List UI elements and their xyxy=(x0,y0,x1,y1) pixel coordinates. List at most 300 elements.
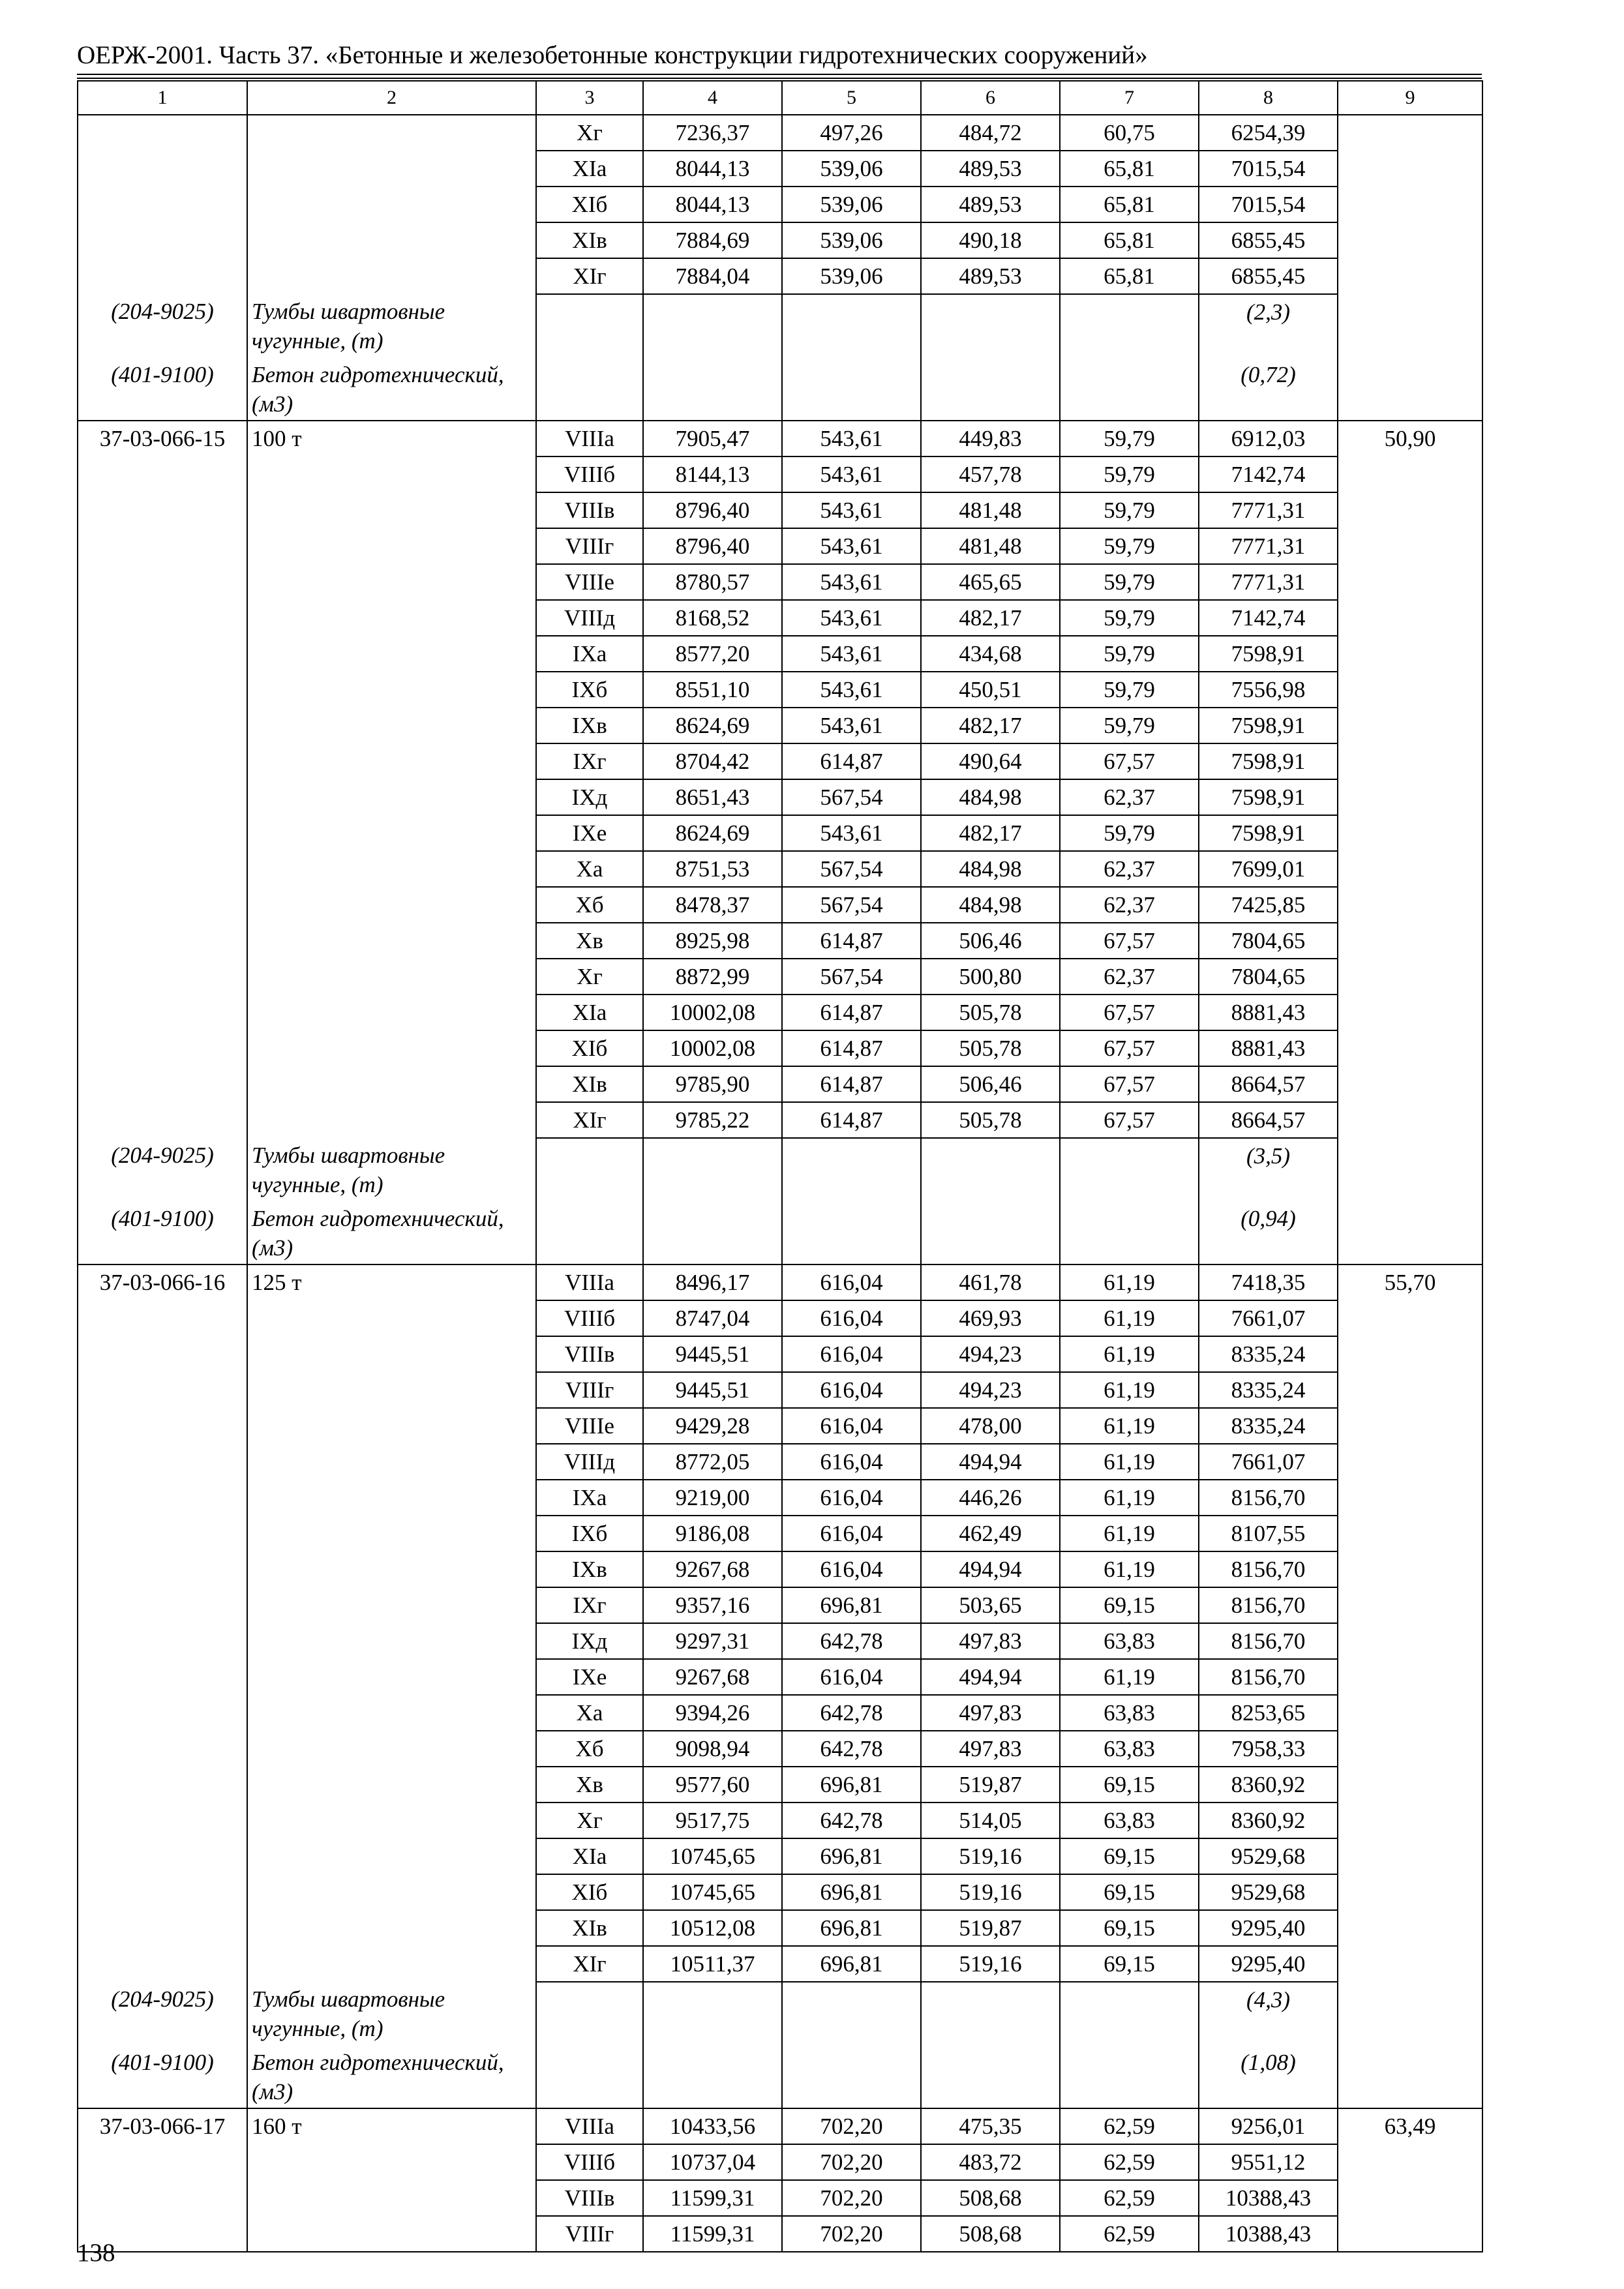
table-cell-zone: IXб xyxy=(536,1516,643,1551)
table-cell-empty xyxy=(536,357,643,421)
table-cell-name xyxy=(247,815,536,851)
table-cell-code xyxy=(78,1480,247,1516)
table-cell-name xyxy=(247,222,536,258)
table-cell-value: 696,81 xyxy=(782,1946,921,1982)
table-cell-empty xyxy=(643,1201,782,1264)
table-cell-empty xyxy=(536,2045,643,2108)
table-cell-zone: XIв xyxy=(536,1910,643,1946)
table-cell-value: 9098,94 xyxy=(643,1731,782,1767)
table-cell-empty xyxy=(536,294,643,357)
table-row xyxy=(78,1587,1482,1623)
table-cell-value: 434,68 xyxy=(921,636,1060,672)
table-cell-zone: XIа xyxy=(536,151,643,187)
table-cell-value: 10388,43 xyxy=(1199,2216,1338,2252)
table-cell-empty xyxy=(643,357,782,421)
table-cell-value: 67,57 xyxy=(1060,1030,1199,1066)
table-cell-value: 61,19 xyxy=(1060,1372,1199,1408)
table-cell-name: 100 т xyxy=(247,421,536,456)
column-number: 2 xyxy=(247,81,536,115)
table-cell-col9 xyxy=(1338,779,1482,815)
table-cell-zone: VIIIв xyxy=(536,492,643,528)
table-cell-col9 xyxy=(1338,564,1482,600)
price-table xyxy=(77,80,1483,2252)
table-cell-col9 xyxy=(1338,1587,1482,1623)
table-cell-value: 7905,47 xyxy=(643,421,782,456)
resource-name: Бетон гидротехнический, (м3) xyxy=(247,357,536,421)
table-cell-code xyxy=(78,1623,247,1659)
table-cell-value: 642,78 xyxy=(782,1623,921,1659)
table-cell-value: 62,59 xyxy=(1060,2108,1199,2144)
table-cell-value: 9429,28 xyxy=(643,1408,782,1444)
table-cell-value: 543,61 xyxy=(782,600,921,636)
table-cell-col9 xyxy=(1338,1838,1482,1874)
table-cell-name xyxy=(247,1659,536,1695)
resource-value: (0,72) xyxy=(1199,357,1338,421)
table-cell-name xyxy=(247,1623,536,1659)
table-row xyxy=(78,1480,1482,1516)
table-cell-value: 494,94 xyxy=(921,1659,1060,1695)
page-header: ОЕРЖ-2001. Часть 37. «Бетонные и железобетонные конструкции гидротехнических сооружений» xyxy=(77,41,1148,69)
table-cell-name xyxy=(247,2216,536,2252)
table-cell-zone: VIIIг xyxy=(536,1372,643,1408)
table-cell-empty xyxy=(643,294,782,357)
table-cell-name xyxy=(247,851,536,887)
table-cell-empty xyxy=(536,1201,643,1264)
table-cell-value: 490,18 xyxy=(921,222,1060,258)
table-row xyxy=(78,851,1482,887)
table-cell-code: 37-03-066-16 xyxy=(78,1264,247,1300)
table-cell-code xyxy=(78,1066,247,1102)
table-cell-name xyxy=(247,1551,536,1587)
table-row xyxy=(78,1336,1482,1372)
table-cell-col9 xyxy=(1338,1102,1482,1138)
table-cell-code xyxy=(78,887,247,923)
table-cell-code: 37-03-066-17 xyxy=(78,2108,247,2144)
table-cell-zone: VIIIв xyxy=(536,2180,643,2216)
table-cell-value: 567,54 xyxy=(782,779,921,815)
table-cell-name xyxy=(247,1910,536,1946)
table-cell-value: 614,87 xyxy=(782,743,921,779)
table-cell-zone: VIIIд xyxy=(536,600,643,636)
table-cell-value: 9256,01 xyxy=(1199,2108,1338,2144)
resource-code: (401-9100) xyxy=(78,2045,247,2108)
table-cell-value: 482,17 xyxy=(921,708,1060,743)
table-cell-col9 xyxy=(1338,600,1482,636)
table-cell-value: 702,20 xyxy=(782,2216,921,2252)
table-cell-value: 616,04 xyxy=(782,1408,921,1444)
table-row xyxy=(78,1803,1482,1838)
table-cell-zone: Xб xyxy=(536,887,643,923)
table-cell-code xyxy=(78,1102,247,1138)
table-cell-col9 xyxy=(1338,528,1482,564)
table-cell-value: 63,83 xyxy=(1060,1731,1199,1767)
table-cell-value: 8496,17 xyxy=(643,1264,782,1300)
table-row xyxy=(78,1264,1482,1300)
table-cell-value: 9785,22 xyxy=(643,1102,782,1138)
table-cell-value: 7699,01 xyxy=(1199,851,1338,887)
table-cell-value: 63,83 xyxy=(1060,1623,1199,1659)
table-cell-value: 59,79 xyxy=(1060,456,1199,492)
table-cell-value: 9267,68 xyxy=(643,1659,782,1695)
table-cell-code xyxy=(78,1372,247,1408)
table-cell-value: 59,79 xyxy=(1060,492,1199,528)
table-cell-value: 614,87 xyxy=(782,995,921,1030)
table-cell-zone: IXб xyxy=(536,672,643,708)
table-cell-code xyxy=(78,1300,247,1336)
table-cell-code xyxy=(78,672,247,708)
table-cell-zone: VIIIа xyxy=(536,2108,643,2144)
table-cell-value: 543,61 xyxy=(782,528,921,564)
table-cell-empty xyxy=(1060,1201,1199,1264)
table-cell-code xyxy=(78,600,247,636)
table-cell-code xyxy=(78,851,247,887)
table-cell-col9: 63,49 xyxy=(1338,2108,1482,2144)
table-cell-value: 8664,57 xyxy=(1199,1066,1338,1102)
table-row xyxy=(78,222,1482,258)
table-cell-value: 8664,57 xyxy=(1199,1102,1338,1138)
table-cell-value: 59,79 xyxy=(1060,528,1199,564)
table-cell-value: 8107,55 xyxy=(1199,1516,1338,1551)
table-cell-value: 484,98 xyxy=(921,887,1060,923)
table-cell-value: 702,20 xyxy=(782,2108,921,2144)
resource-code: (401-9100) xyxy=(78,357,247,421)
table-cell-value: 67,57 xyxy=(1060,923,1199,959)
table-cell-value: 508,68 xyxy=(921,2216,1060,2252)
resource-value: (0,94) xyxy=(1199,1201,1338,1264)
table-row xyxy=(78,2108,1482,2144)
table-cell-value: 61,19 xyxy=(1060,1444,1199,1480)
resource-value: (3,5) xyxy=(1199,1138,1338,1201)
table-cell-value: 67,57 xyxy=(1060,743,1199,779)
table-cell-value: 7804,65 xyxy=(1199,959,1338,995)
table-cell-value: 8651,43 xyxy=(643,779,782,815)
table-cell-code xyxy=(78,1444,247,1480)
table-cell-value: 10388,43 xyxy=(1199,2180,1338,2216)
table-cell-value: 11599,31 xyxy=(643,2216,782,2252)
table-cell-col9 xyxy=(1338,995,1482,1030)
table-cell-value: 8872,99 xyxy=(643,959,782,995)
table-cell-zone: VIIIе xyxy=(536,564,643,600)
table-cell-value: 446,26 xyxy=(921,1480,1060,1516)
table-cell-value: 8780,57 xyxy=(643,564,782,600)
table-cell-code xyxy=(78,1838,247,1874)
table-cell-value: 7884,04 xyxy=(643,258,782,294)
table-row xyxy=(78,2180,1482,2216)
table-cell-code xyxy=(78,1695,247,1731)
table-cell-value: 8796,40 xyxy=(643,528,782,564)
table-cell-value: 514,05 xyxy=(921,1803,1060,1838)
table-cell-value: 9529,68 xyxy=(1199,1874,1338,1910)
table-row xyxy=(78,1874,1482,1910)
table-cell-empty xyxy=(782,357,921,421)
table-cell-value: 61,19 xyxy=(1060,1408,1199,1444)
table-row xyxy=(78,1838,1482,1874)
table-cell-code xyxy=(78,1587,247,1623)
table-cell-value: 65,81 xyxy=(1060,151,1199,187)
table-cell-zone: XIв xyxy=(536,222,643,258)
table-cell-value: 7598,91 xyxy=(1199,743,1338,779)
table-cell-code xyxy=(78,564,247,600)
table-cell-value: 59,79 xyxy=(1060,815,1199,851)
table-cell-value: 543,61 xyxy=(782,492,921,528)
table-cell-name xyxy=(247,1587,536,1623)
table-cell-value: 8551,10 xyxy=(643,672,782,708)
table-cell-value: 642,78 xyxy=(782,1731,921,1767)
resource-row xyxy=(78,1201,1482,1264)
table-row xyxy=(78,600,1482,636)
table-cell-value: 10737,04 xyxy=(643,2144,782,2180)
table-cell-value: 65,81 xyxy=(1060,222,1199,258)
table-cell-value: 543,61 xyxy=(782,456,921,492)
table-cell-value: 614,87 xyxy=(782,1066,921,1102)
table-cell-zone: XIб xyxy=(536,1874,643,1910)
table-cell-value: 6855,45 xyxy=(1199,258,1338,294)
table-cell-name xyxy=(247,492,536,528)
table-cell-empty xyxy=(782,1982,921,2045)
table-cell-value: 539,06 xyxy=(782,187,921,222)
table-cell-code xyxy=(78,959,247,995)
table-cell-zone: IXе xyxy=(536,815,643,851)
table-cell-code xyxy=(78,151,247,187)
table-cell-value: 7425,85 xyxy=(1199,887,1338,923)
table-cell-code xyxy=(78,1408,247,1444)
table-cell-value: 539,06 xyxy=(782,222,921,258)
table-cell-value: 616,04 xyxy=(782,1264,921,1300)
table-cell-col9 xyxy=(1338,151,1482,187)
table-cell-value: 9295,40 xyxy=(1199,1910,1338,1946)
table-cell-name xyxy=(247,1803,536,1838)
table-cell-value: 59,79 xyxy=(1060,600,1199,636)
resource-row xyxy=(78,2045,1482,2108)
table-cell-value: 61,19 xyxy=(1060,1264,1199,1300)
table-row xyxy=(78,1695,1482,1731)
table-cell-zone: XIв xyxy=(536,1066,643,1102)
table-cell-code xyxy=(78,743,247,779)
table-cell-code xyxy=(78,2144,247,2180)
table-cell-col9 xyxy=(1338,1372,1482,1408)
table-cell-value: 8751,53 xyxy=(643,851,782,887)
table-cell-value: 62,59 xyxy=(1060,2144,1199,2180)
table-cell-value: 543,61 xyxy=(782,636,921,672)
table-cell-value: 62,37 xyxy=(1060,851,1199,887)
table-cell-code xyxy=(78,1336,247,1372)
table-cell-name xyxy=(247,2180,536,2216)
table-cell-value: 8156,70 xyxy=(1199,1659,1338,1695)
table-cell-code xyxy=(78,1551,247,1587)
table-cell-value: 567,54 xyxy=(782,887,921,923)
table-cell-empty xyxy=(921,1138,1060,1201)
table-cell-value: 696,81 xyxy=(782,1767,921,1803)
table-cell-value: 8881,43 xyxy=(1199,995,1338,1030)
table-cell-zone: Xг xyxy=(536,959,643,995)
table-cell-zone: XIг xyxy=(536,1102,643,1138)
table-cell-value: 539,06 xyxy=(782,258,921,294)
table-cell-value: 543,61 xyxy=(782,421,921,456)
table-cell-col9: 55,70 xyxy=(1338,1264,1482,1300)
table-cell-col9 xyxy=(1338,1030,1482,1066)
table-row xyxy=(78,115,1482,151)
table-cell-value: 494,94 xyxy=(921,1444,1060,1480)
table-cell-name xyxy=(247,1480,536,1516)
table-cell-value: 8044,13 xyxy=(643,151,782,187)
table-cell-code: 37-03-066-15 xyxy=(78,421,247,456)
table-cell-value: 7884,69 xyxy=(643,222,782,258)
table-cell-value: 10002,08 xyxy=(643,995,782,1030)
table-cell-value: 9295,40 xyxy=(1199,1946,1338,1982)
table-cell-zone: IXа xyxy=(536,1480,643,1516)
table-cell-value: 7958,33 xyxy=(1199,1731,1338,1767)
table-cell-empty xyxy=(1060,294,1199,357)
table-cell-value: 8624,69 xyxy=(643,708,782,743)
table-cell-value: 63,83 xyxy=(1060,1803,1199,1838)
table-cell-value: 67,57 xyxy=(1060,1066,1199,1102)
table-cell-name xyxy=(247,564,536,600)
table-cell-value: 483,72 xyxy=(921,2144,1060,2180)
table-cell-value: 497,83 xyxy=(921,1623,1060,1659)
table-cell-col9 xyxy=(1338,187,1482,222)
table-cell-name xyxy=(247,1372,536,1408)
table-cell-value: 8156,70 xyxy=(1199,1480,1338,1516)
table-cell-code xyxy=(78,1516,247,1551)
resource-name: Бетон гидротехнический, (м3) xyxy=(247,2045,536,2108)
table-cell-name: 160 т xyxy=(247,2108,536,2144)
table-cell-col9 xyxy=(1338,1551,1482,1587)
resource-code: (401-9100) xyxy=(78,1201,247,1264)
table-cell-value: 9267,68 xyxy=(643,1551,782,1587)
table-cell-zone: VIIIг xyxy=(536,528,643,564)
table-cell-value: 461,78 xyxy=(921,1264,1060,1300)
table-cell-value: 696,81 xyxy=(782,1910,921,1946)
table-cell-empty xyxy=(782,1201,921,1264)
table-cell-value: 9357,16 xyxy=(643,1587,782,1623)
table-cell-value: 69,15 xyxy=(1060,1874,1199,1910)
table-cell-value: 9186,08 xyxy=(643,1516,782,1551)
table-cell-zone: VIIIб xyxy=(536,2144,643,2180)
table-cell-empty xyxy=(782,294,921,357)
table-cell-value: 543,61 xyxy=(782,564,921,600)
table-cell-value: 63,83 xyxy=(1060,1695,1199,1731)
table-row xyxy=(78,1372,1482,1408)
table-row xyxy=(78,1408,1482,1444)
table-cell-value: 61,19 xyxy=(1060,1516,1199,1551)
table-cell-value: 489,53 xyxy=(921,187,1060,222)
table-cell-zone: VIIIв xyxy=(536,1336,643,1372)
table-cell-zone: Xа xyxy=(536,1695,643,1731)
table-cell-value: 696,81 xyxy=(782,1874,921,1910)
table-cell-name xyxy=(247,1030,536,1066)
table-cell-name xyxy=(247,1731,536,1767)
table-cell-empty xyxy=(921,294,1060,357)
resource-code: (204-9025) xyxy=(78,294,247,357)
table-cell-value: 8881,43 xyxy=(1199,1030,1338,1066)
table-cell-value: 7598,91 xyxy=(1199,815,1338,851)
table-cell-value: 7771,31 xyxy=(1199,564,1338,600)
table-cell-empty xyxy=(643,2045,782,2108)
table-cell-value: 8168,52 xyxy=(643,600,782,636)
table-cell-col9 xyxy=(1338,959,1482,995)
table-cell-value: 543,61 xyxy=(782,672,921,708)
table-row xyxy=(78,1910,1482,1946)
table-cell-value: 7418,35 xyxy=(1199,1264,1338,1300)
table-cell-value: 465,65 xyxy=(921,564,1060,600)
table-cell-col9 xyxy=(1338,2180,1482,2216)
table-cell-empty xyxy=(921,1982,1060,2045)
table-cell-name xyxy=(247,1300,536,1336)
resource-value: (1,08) xyxy=(1199,2045,1338,2108)
table-cell-value: 8253,65 xyxy=(1199,1695,1338,1731)
table-cell-name xyxy=(247,528,536,564)
table-cell-value: 6855,45 xyxy=(1199,222,1338,258)
table-cell-value: 7015,54 xyxy=(1199,151,1338,187)
table-cell-code xyxy=(78,1767,247,1803)
resource-row xyxy=(78,357,1482,421)
column-number: 6 xyxy=(921,81,1060,115)
table-row xyxy=(78,1731,1482,1767)
table-row xyxy=(78,2216,1482,2252)
table-cell-value: 500,80 xyxy=(921,959,1060,995)
table-row xyxy=(78,1659,1482,1695)
table-row xyxy=(78,672,1482,708)
resource-name: Тумбы швартовные чугунные, (т) xyxy=(247,1982,536,2045)
table-row xyxy=(78,887,1482,923)
column-number: 1 xyxy=(78,81,247,115)
table-cell-zone: VIIIа xyxy=(536,1264,643,1300)
table-cell-col9 xyxy=(1338,1659,1482,1695)
column-number: 4 xyxy=(643,81,782,115)
table-cell-value: 475,35 xyxy=(921,2108,1060,2144)
table-cell-code xyxy=(78,2180,247,2216)
table-cell-value: 505,78 xyxy=(921,1030,1060,1066)
table-cell-zone: XIг xyxy=(536,1946,643,1982)
table-cell-zone: XIа xyxy=(536,1838,643,1874)
resource-name: Тумбы швартовные чугунные, (т) xyxy=(247,294,536,357)
table-row xyxy=(78,492,1482,528)
table-cell-value: 7771,31 xyxy=(1199,528,1338,564)
table-cell-code xyxy=(78,258,247,294)
table-cell-value: 494,94 xyxy=(921,1551,1060,1587)
column-number: 9 xyxy=(1338,81,1482,115)
resource-row xyxy=(78,294,1482,357)
table-cell-value: 505,78 xyxy=(921,1102,1060,1138)
table-cell-code xyxy=(78,187,247,222)
table-cell-value: 8044,13 xyxy=(643,187,782,222)
table-cell-value: 702,20 xyxy=(782,2144,921,2180)
table-row xyxy=(78,1767,1482,1803)
table-cell-value: 7015,54 xyxy=(1199,187,1338,222)
table-cell-name xyxy=(247,1695,536,1731)
table-cell-value: 7598,91 xyxy=(1199,779,1338,815)
table-cell-code xyxy=(78,708,247,743)
table-cell-value: 8156,70 xyxy=(1199,1587,1338,1623)
table-cell-value: 8796,40 xyxy=(643,492,782,528)
table-cell-zone: VIIIб xyxy=(536,456,643,492)
table-cell-col9: 50,90 xyxy=(1338,421,1482,456)
table-cell-zone: Xа xyxy=(536,851,643,887)
table-cell-value: 519,16 xyxy=(921,1838,1060,1874)
table-cell-name xyxy=(247,923,536,959)
table-cell-name xyxy=(247,600,536,636)
table-row xyxy=(78,1946,1482,1982)
table-cell-code xyxy=(78,1030,247,1066)
table-cell-name xyxy=(247,779,536,815)
table-cell-value: 482,17 xyxy=(921,600,1060,636)
table-cell-value: 62,37 xyxy=(1060,959,1199,995)
table-cell-value: 7142,74 xyxy=(1199,456,1338,492)
table-cell-code xyxy=(78,456,247,492)
table-cell-empty xyxy=(921,357,1060,421)
table-cell-value: 10512,08 xyxy=(643,1910,782,1946)
table-cell-value: 494,23 xyxy=(921,1372,1060,1408)
